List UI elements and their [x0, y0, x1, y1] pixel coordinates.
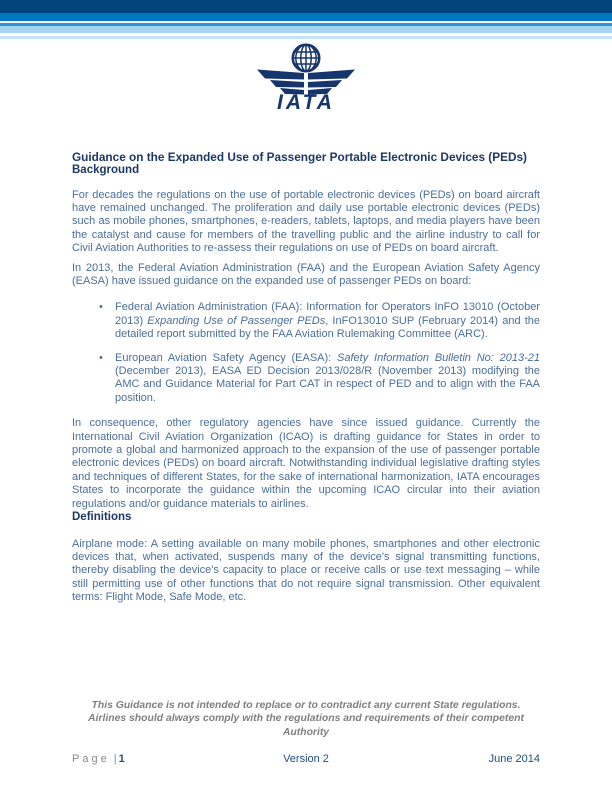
bullet-faa-text: Federal Aviation Administration (FAA): Information for Operators InFO 13010 (October 2013)	[115, 301, 540, 327]
footer-version: Version 2	[283, 753, 329, 765]
bullet-easa-italic: Safety Information Bulletin No: 2013-21	[337, 351, 540, 364]
section-heading-definitions: Definitions	[72, 511, 132, 524]
bullet-marker: •	[99, 301, 103, 314]
disclaimer-note	[72, 699, 540, 740]
iata-logo	[0, 42, 612, 114]
background-paragraph-3: In consequence, other regulatory agencies have since issued guidance. Currently the International Civil Aviation Organization (ICAO) is drafting guidance for States in order to promote a global and harmonized approach to the expansion of the use of passenger portable electronic devices (PEDs) on board aircraft. Notwithstanding individual legislative drafting styles and techniques of different States, for the sake of international harmonization, IATA encourages States to incorporate the guidance within the upcoming ICAO circular into their aviation regulations and/or guidance materials to airlines.	[72, 417, 540, 510]
footer-page-indicator	[72, 753, 228, 765]
background-paragraph-2: In 2013, the Federal Aviation Administration (FAA) and the European Aviation Safety Agency (EASA) have issued guidance on the expanded use of passenger PEDs on board:	[72, 261, 540, 287]
footer-page-number: 1	[118, 753, 125, 765]
document-content	[72, 150, 540, 605]
bullet-item-faa	[72, 301, 540, 341]
header-stripe-pale-blue	[0, 36, 612, 40]
header-stripe-navy	[0, 0, 612, 13]
bullet-easa-text: European Aviation Safety Agency (EASA):	[115, 351, 338, 364]
background-paragraph-1: For decades the regulations on the use of portable electronic devices (PEDs) on board aircraft have remained unchanged. The proliferation and daily use portable electronic devices (PEDs) such as mobile phones, smartphones, e-readers, tablets, laptops, and media players have been the catalyst and cause for members of the travelling public and the airline industry to call for Civil Aviation Authorities to re-assess their regulations on use of PEDs on board aircraft.	[72, 188, 540, 255]
section-heading-background: Background	[72, 164, 140, 176]
definitions-paragraph: Airplane mode: A setting available on many mobile phones, smartphones and other electronic devices that, when activated, suspends many of the device's signal transmitting functions, thereby disabling the device's capacity to place or receive calls or use text messaging – while still permitting use of other functions that do not require signal transmission. Other equivalent terms: Flight Mode, Safe Mode, etc.	[72, 537, 540, 604]
disclaimer-line-1: This Guidance is not intended to replace or to contradict any current State regulations.	[91, 699, 521, 711]
footer-page-label: Page	[72, 753, 110, 765]
bullet-item-easa	[72, 352, 540, 406]
bullet-marker: •	[99, 351, 103, 364]
header-stripes	[0, 0, 612, 39]
iata-wordmark: IATA	[277, 91, 335, 114]
header-stripe-blue	[0, 13, 612, 21]
bullet-faa-text-post: , InFO13010 SUP (February 2014) and the detailed report submitted by the FAA Aviation Rulemaking Committee (ARC).	[115, 314, 540, 341]
bullet-faa-italic: Expanding Use of Passenger PEDs	[147, 314, 326, 327]
disclaimer-line-2: Airlines should always comply with the regulations and requirements of their competent Authority	[88, 713, 524, 738]
guidance-bullet-list	[72, 301, 540, 405]
footer-page-separator: |	[113, 753, 117, 765]
footer-date: June 2014	[488, 753, 540, 765]
document-title: Guidance on the Expanded Use of Passenger Portable Electronic Devices (PEDs)	[72, 150, 527, 164]
page-footer	[72, 753, 540, 765]
bullet-easa-text-post: (December 2013), EASA ED Decision 2013/028/R (November 2013) modifying the AMC and Guidance Material for Part CAT in respect of PED and to align with the FAA position.	[115, 364, 540, 404]
iata-globe-wings-icon	[246, 42, 366, 96]
